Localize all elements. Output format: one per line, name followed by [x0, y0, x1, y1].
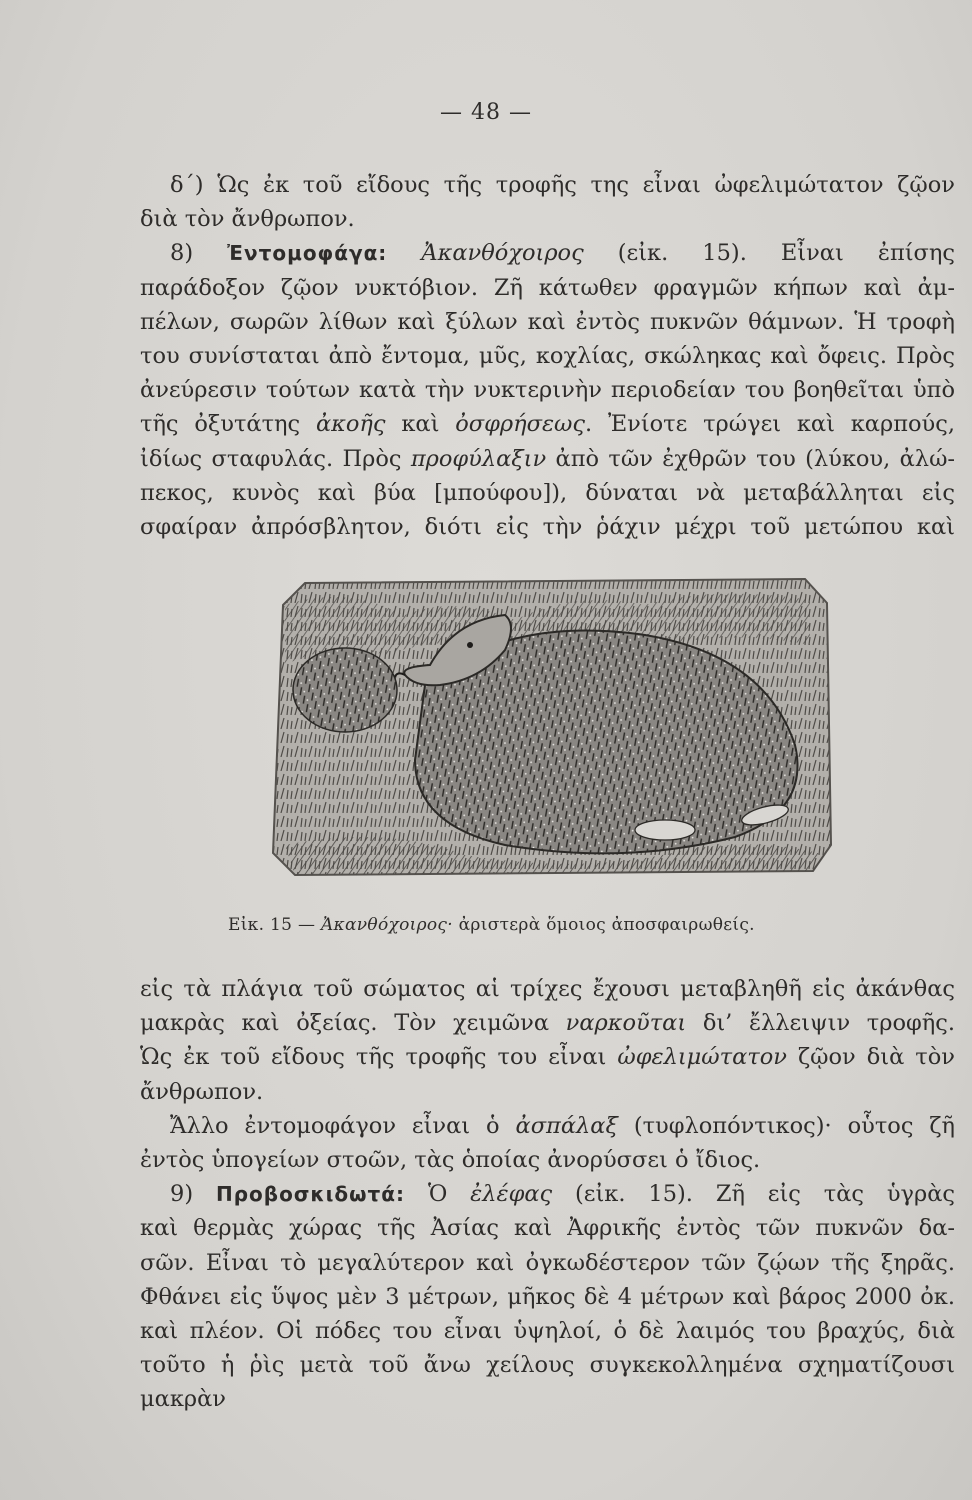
hedgehog-illustration [265, 575, 835, 890]
italic-term: προφύλαξιν [410, 445, 547, 472]
text-span: ἀπὸ τῶν ἐχθρῶν του (λύκου, ἀλώ- [555, 445, 956, 472]
bottom-text-block [140, 972, 955, 1417]
text-span: (εἰκ. 15). Ζῆ εἰς τὰς ὑγρὰς [575, 1181, 956, 1208]
section-number: 9) [170, 1181, 194, 1208]
text-line: Φθάνει εἰς ὕψος μὲν 3 μέτρων, μῆκος δὲ 4 μέτρων καὶ βάρος 2000 ὀκ. [140, 1283, 955, 1310]
text-span: Ἄλλο ἐντομοφάγον εἶναι ὁ [170, 1112, 500, 1139]
text-line: εἰς τὰ πλάγια τοῦ σώματος αἱ τρίχες ἔχουσι μεταβληθῆ εἰς ἀκάνθας [140, 976, 955, 1002]
text-span: (τυφλοπόντικος)· οὗτος ζῆ [633, 1112, 956, 1139]
text-line: ἐντὸς ὑπογείων στοῶν, τὰς ὁποίας ἀνορύσσει ὁ ἴδιος. [140, 1147, 761, 1174]
section-heading: Ἐντομοφάγα: [227, 241, 388, 266]
italic-term: ὀσφρήσεως [455, 411, 585, 438]
text-line [140, 407, 955, 441]
italic-term: ἀσπάλαξ [515, 1112, 618, 1139]
text-line: διὰ τὸν ἄνθρωπον. [140, 206, 355, 233]
text-line [140, 1006, 955, 1040]
text-span: καὶ [401, 411, 440, 438]
section-heading: Προβοσκιδωτά: [215, 1182, 406, 1207]
text-line: σφαίραν ἀπρόσβλητον, διότι εἰς τὴν ῥάχιν μέχρι τοῦ μετώπου καὶ [140, 514, 955, 541]
section-9-first-line [140, 1177, 955, 1211]
text-span: δι’ ἔλλειψιν τροφῆς. [702, 1010, 955, 1037]
text-span: Ὡς ἐκ τοῦ εἴδους τῆς τροφῆς του εἶναι [140, 1044, 607, 1071]
figure-caption [228, 915, 868, 935]
text-line: καὶ θερμὰς χώρας τῆς Ἀσίας καὶ Ἀφρικῆς ἐντὸς τῶν πυκνῶν δα- [140, 1215, 955, 1242]
caption-label: Εἰκ. 15 — [228, 915, 316, 935]
text-span: μακρὰς καὶ ὀξείας. Τὸν χειμῶνα [140, 1010, 550, 1037]
text-span: . Ἐνίοτε τρώγει καὶ καρπούς, [584, 411, 955, 438]
text-span: τῆς ὀξυτάτης [140, 411, 301, 438]
italic-term: Ἀκανθόχοιρος [421, 240, 584, 267]
text-line: ἀνεύρεσιν τούτων κατὰ τὴν νυκτερινὴν περιοδείαν του βοηθεῖται ὑπὸ [140, 377, 955, 404]
italic-term: ὠφελιμώτατον [617, 1044, 787, 1071]
text-span: Ὁ [427, 1181, 448, 1208]
text-line: καὶ πλέον. Οἱ πόδες του εἶναι ὑψηλοί, ὁ δὲ λαιμός του βραχύς, διὰ [140, 1318, 955, 1345]
text-span: (εἰκ. 15). Εἶναι ἐπίσης [617, 240, 955, 267]
italic-term: ἀκοῆς [315, 411, 386, 438]
italic-term: ναρκοῦται [565, 1010, 687, 1037]
section-8-first-line [140, 236, 955, 270]
text-line: δ΄) Ὡς ἐκ τοῦ εἴδους τῆς τροφῆς της εἶναι ὠφελιμώτατον ζῷον [170, 172, 955, 198]
text-line: πέλων, σωρῶν λίθων καὶ ξύλων καὶ ἐντὸς πυκνῶν θάμνων. Ἡ τροφὴ [140, 308, 955, 335]
top-text-block [140, 168, 955, 544]
caption-name: Ἀκανθόχοιρος· [320, 915, 453, 935]
text-line: σῶν. Εἶναι τὸ μεγαλύτερον καὶ ὀγκωδέστερον τῶν ζῴων τῆς ξηρᾶς. [140, 1249, 955, 1276]
text-span: ζῷον διὰ τὸν [797, 1044, 955, 1071]
text-line: του συνίσταται ἀπὸ ἔντομα, μῦς, κοχλίας, σκώληκας καὶ ὄφεις. Πρὸς [140, 343, 955, 370]
text-span: ἰδίως σταφυλάς. Πρὸς [140, 445, 402, 472]
hedgehog-engraving [265, 575, 835, 890]
text-line [140, 1040, 955, 1074]
section-number: 8) [170, 240, 194, 267]
text-line: παράδοξον ζῷον νυκτόβιον. Ζῆ κάτωθεν φραγμῶν κήπων καὶ ἀμ- [140, 274, 955, 301]
text-line [140, 1109, 955, 1143]
text-line: πεκος, κυνὸς καὶ βύα [μπούφου]), δύναται νὰ μεταβάλληται εἰς [140, 479, 955, 506]
italic-term: ἐλέφας [470, 1181, 553, 1208]
page-number: — 48 — [440, 100, 532, 125]
caption-text: ἀριστερὰ ὅμοιος ἀποσφαιρωθείς. [458, 915, 755, 935]
text-line [140, 442, 955, 476]
text-line: ἄνθρωπον. [140, 1078, 264, 1105]
text-line: τοῦτο ἡ ῥὶς μετὰ τοῦ ἄνω χείλους συγκεκολλημένα σχηματίζουσι μακρὰν [140, 1352, 955, 1413]
